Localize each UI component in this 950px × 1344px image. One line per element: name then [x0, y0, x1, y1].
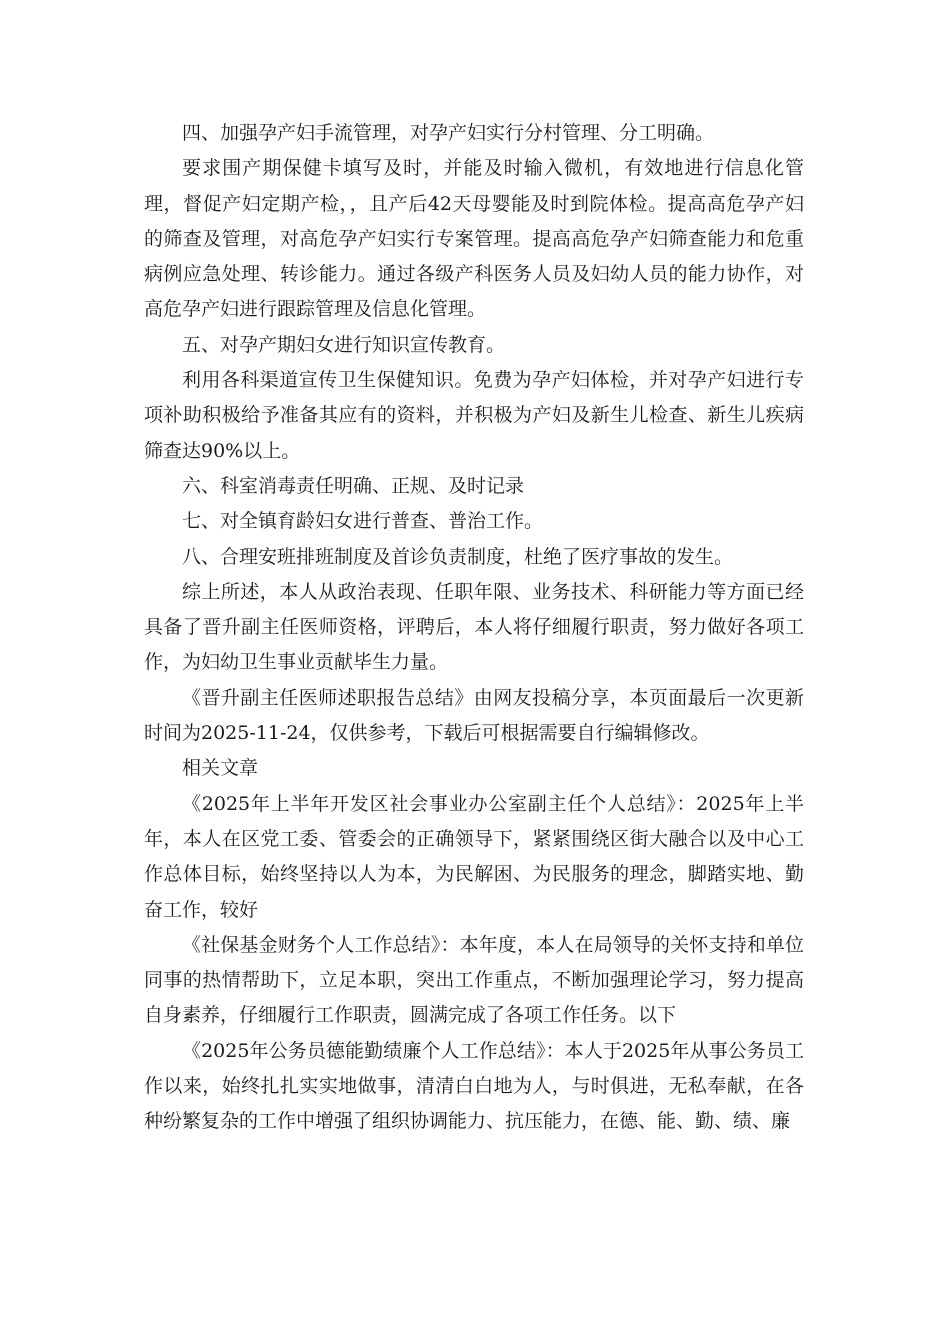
paragraph-heading-6: 六、科室消毒责任明确、正规、及时记录 — [182, 474, 525, 497]
paragraph-health-education: 利用各科渠道宣传卫生保健知识。免费为孕产妇体检，并对孕产妇进行专项补助积极给予准备其应有的资料，并积极为产妇及新生儿检查、新生儿疾病筛查达90%以上。 — [144, 369, 804, 462]
paragraph-heading-5: 五、对孕产期妇女进行知识宣传教育。 — [182, 333, 506, 356]
paragraph-heading-8: 八、合理安班排班制度及首诊负责制度，杜绝了医疗事故的发生。 — [182, 545, 734, 568]
related-article-3: 《2025年公务员德能勤绩廉个人工作总结》：本人于2025年从事公务员工作以来，始终扎扎实实地做事，清清白白地为人，与时俱进，无私奉献，在各种纷繁复杂的工作中增强了组织协调能力、抗压能力，在德、能、勤、绩、廉 — [144, 1039, 804, 1133]
related-article-1: 《2025年上半年开发区社会事业办公室副主任个人总结》：2025年上半年，本人在区党工委、管委会的正确领导下，紧紧围绕区街大融合以及中心工作总体目标，始终坚持以人为本，为民解困、为民服务的理念，脚踏实地、勤奋工作，较好 — [144, 792, 804, 921]
related-article-2: 《社保基金财务个人工作总结》：本年度，本人在局领导的关怀支持和单位同事的热情帮助下，立足本职，突出工作重点，不断加强理论学习，努力提高自身素养，仔细履行工作职责，圆满完成了各项工作任务。以下 — [144, 933, 804, 1027]
paragraph-prenatal-management: 要求围产期保健卡填写及时，并能及时输入微机，有效地进行信息化管理，督促产妇定期产检，，且产后42天母婴能及时到院体检。提高高危孕产妇的筛查及管理，对高危孕产妇实行专案管理。提高高危孕产妇筛查能力和危重病例应急处理、转诊能力。通过各级产科医务人员及妇幼人员的能力协作，对高危孕产妇进行跟踪管理及信息化管理。 — [144, 157, 804, 321]
paragraph-heading-4: 四、加强孕产妇手流管理，对孕产妇实行分村管理、分工明确。 — [182, 122, 715, 144]
paragraph-source-note: 《晋升副主任医师述职报告总结》由网友投稿分享，本页面最后一次更新时间为2025-11-24，仅供参考，下载后可根据需要自行编辑修改。 — [144, 686, 804, 745]
paragraph-conclusion: 综上所述，本人从政治表现、任职年限、业务技术、科研能力等方面已经具备了晋升副主任医师资格，评聘后，本人将仔细履行职责，努力做好各项工作，为妇幼卫生事业贡献毕生力量。 — [144, 580, 804, 674]
document-body — [144, 116, 804, 1140]
related-articles-heading: 相关文章 — [182, 757, 259, 780]
paragraph-heading-7: 七、对全镇育龄妇女进行普查、普治工作。 — [182, 510, 544, 533]
